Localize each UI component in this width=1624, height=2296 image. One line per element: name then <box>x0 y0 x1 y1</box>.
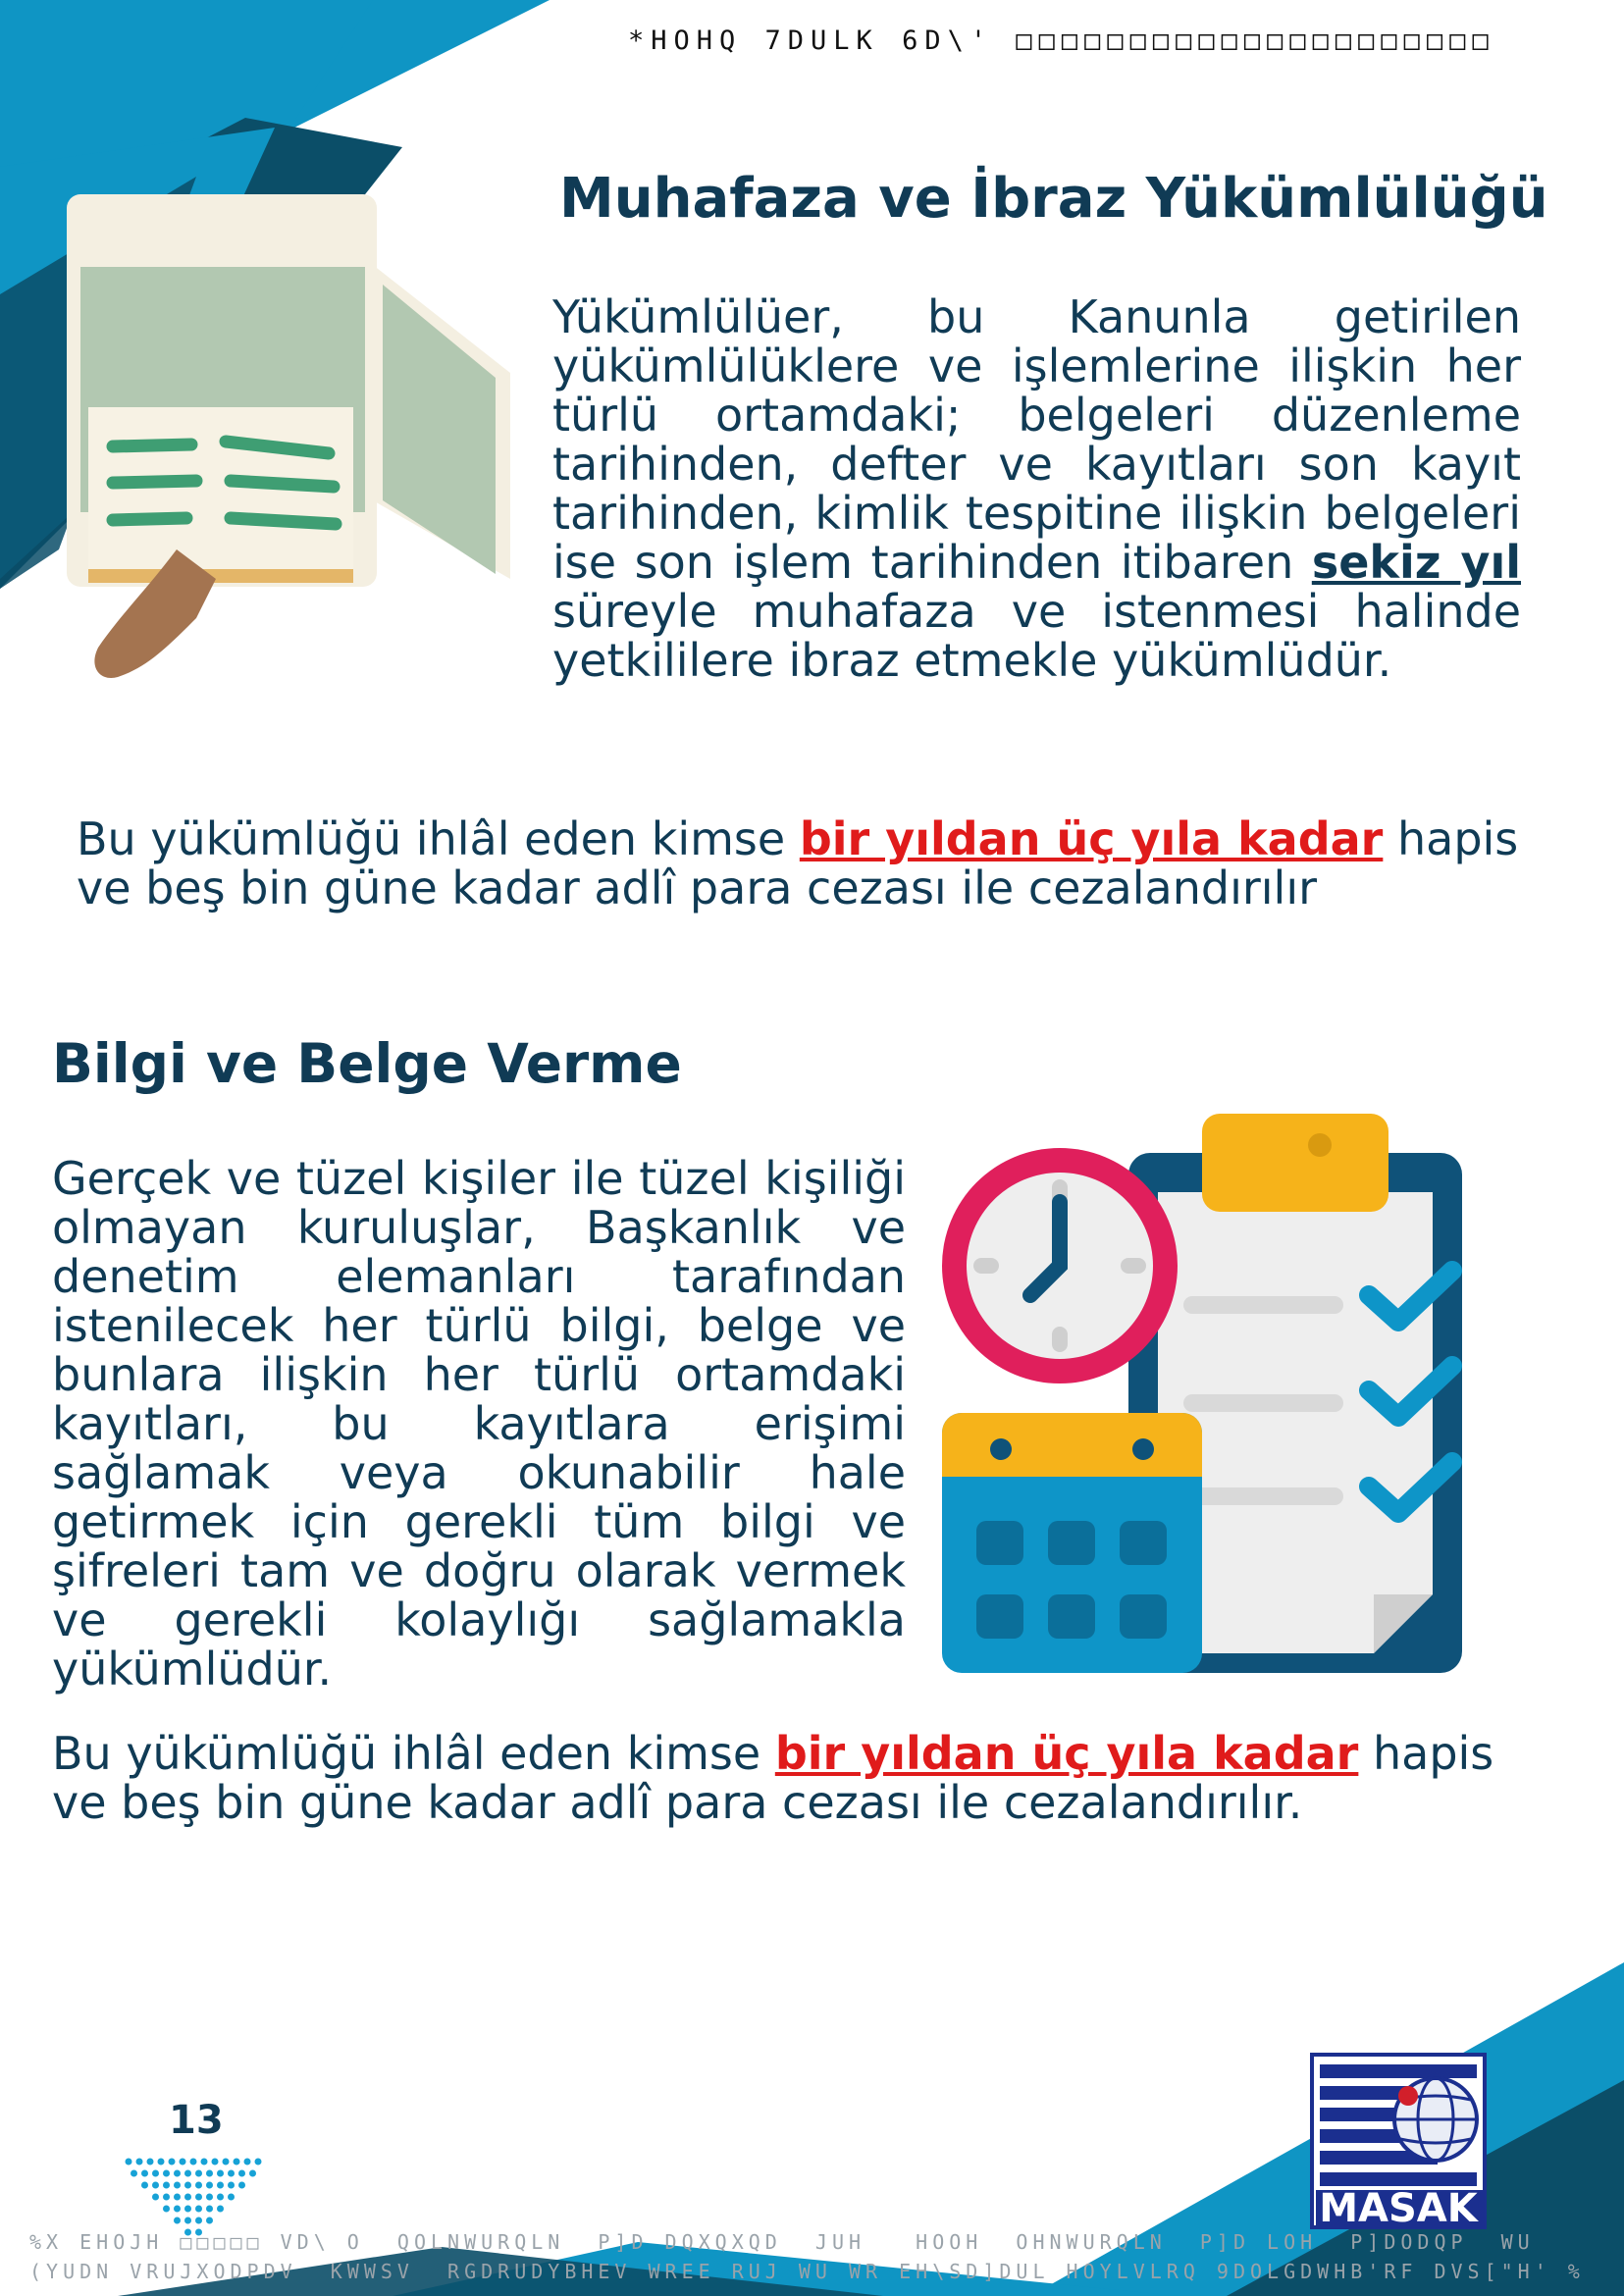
body-text-start: Yükümlülüer, bu Kanunla getirilen yükümlülüklere ve işlemlerine ilişkin her türlü ortamdaki; belgeleri düzenleme tarihinden, defter ve kayıtları son kayıt tarihinden, kimlik tespitine ilişkin belgeleri ise son işlem tarihinden itibaren <box>552 290 1521 589</box>
penalty-text-start: Bu yükümlüğü ihlâl eden kimse <box>52 1727 775 1780</box>
body-text-end: süreyle muhafaza ve istenmesi halinde yetkililere ibraz etmekle yükümlüdür. <box>552 585 1521 687</box>
header-text: *HOHQ 7DULK 6D\' □□□□□□□□□□□□□□□□□□□□□ <box>628 26 1495 56</box>
footer-verification-text <box>29 2227 1599 2286</box>
masak-logo <box>1310 2053 1487 2229</box>
section-title-preservation: Muhafaza ve İbraz Yükümlülüğü <box>559 167 1548 231</box>
page-number: 13 <box>169 2098 224 2143</box>
penalty-text-end: hapis ve beş bin güne kadar adlî para cezası ile cezalandırılır <box>77 812 1519 914</box>
penalty-emphasis: bir yıldan üç yıla kadar <box>799 812 1384 865</box>
penalty-text-start: Bu yükümlüğü ihlâl eden kimse <box>77 812 800 865</box>
document-folder-illustration <box>59 186 540 697</box>
section-body-preservation <box>552 292 1521 685</box>
footer-line-2: (YUDN VRUJXODPDV KWWSV RGDRUDYBHEV WREE RUJ WU WR EH\SD]DUL HOYLVLRQ 9DOLGDWHB'RF DVS["H' % <box>29 2260 1585 2283</box>
penalty-paragraph-1 <box>77 814 1548 913</box>
penalty-text-end: hapis ve beş bin güne kadar adlî para cezası ile cezalandırılır. <box>52 1727 1494 1829</box>
penalty-paragraph-2 <box>52 1729 1544 1827</box>
clipboard-clock-calendar-illustration <box>937 1104 1516 1683</box>
logo-text: MASAK <box>1319 2186 1478 2229</box>
footer-line-1: %X EHOJH □□□□□ VD\ O QOLNWURQLN P]D DQXQXQD JUH HOOH OHNWURQLN P]D LOH P]DODQP WU <box>29 2230 1551 2254</box>
body-emphasis-eight-years: sekiz yıl <box>1311 536 1522 589</box>
section-body-information: Gerçek ve tüzel kişiler ile tüzel kişiliği olmayan kuruluşlar, Başkanlık ve denetim elemanları tarafından istenilecek her türlü bilgi, belge ve bunlara ilişkin her türlü ortamdaki kayıtları, bu kayıtlara erişimi sağlamak veya okunabilir hale getirmek için gerekli tüm bilgi ve şifreleri tam ve doğru olarak vermek ve gerekli kolaylığı sağlamakla yükümlüdür. <box>52 1152 906 1696</box>
section-title-information: Bilgi ve Belge Verme <box>52 1032 682 1095</box>
penalty-emphasis: bir yıldan üç yıla kadar <box>774 1727 1359 1780</box>
